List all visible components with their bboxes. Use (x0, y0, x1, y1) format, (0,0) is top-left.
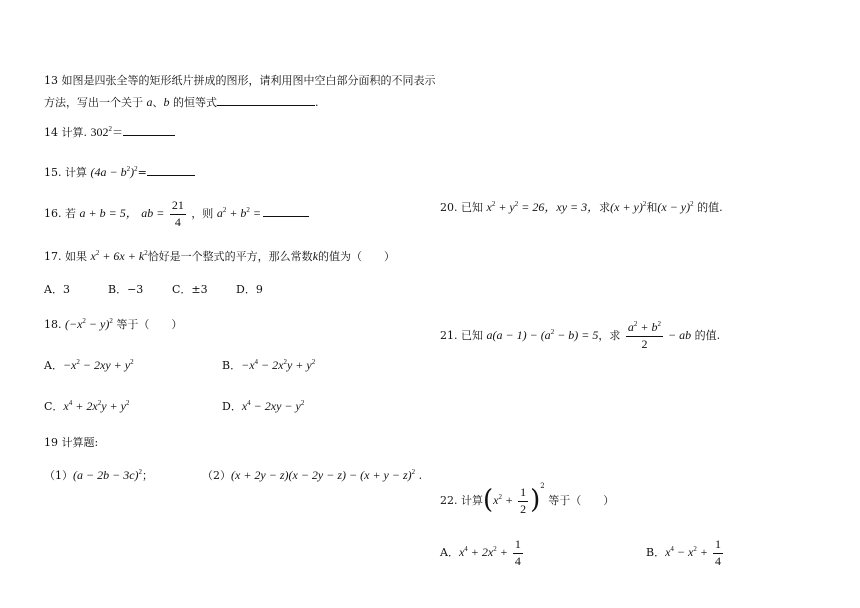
question-22-option-b[interactable]: B．$x^4 - x^2$ + $\frac{1}{4}$ (646, 537, 721, 568)
answer-blank[interactable] (123, 124, 175, 136)
question-18-option-d[interactable]: D．$x^4 - 2xy - y^2$ (222, 399, 305, 413)
question-16: 16. 若 a + b = 5， ab = $\frac{21}{4}$ ，则 $a^2 + b^2$ = (44, 198, 309, 230)
question-18: 18. $(-x^2 - y)^2$ 等于（ ） (44, 317, 183, 331)
question-15: 15. 计算 $(4a - b^2)^2=$ (44, 164, 195, 181)
question-17-options (44, 283, 263, 297)
question-19-part-1: $(1)(a - 2b - 3c)^2$； (44, 468, 154, 482)
fraction-21-4: $\frac{21}{4}$ (171, 198, 184, 229)
question-18-option-a[interactable]: A．$-x^2 - 2xy + y^2$ (44, 358, 134, 372)
question-19: 19 计算题: (44, 436, 99, 449)
question-18-option-c[interactable]: C．$x^4 + 2x^2y + y^2$ (44, 399, 130, 413)
question-13-line1: 13 如图是四张全等的矩形纸片拼成的图形，请利用图中空白部分面积的不同表示 (44, 74, 436, 87)
option-d[interactable]: D．9 (236, 283, 263, 296)
answer-blank[interactable] (263, 205, 309, 217)
question-22: 22. 计算($x^2$ + $\frac{1}{2}$ )$^2$ 等于（ ） (440, 482, 615, 516)
question-13 (44, 74, 436, 111)
option-a[interactable]: A．3 (44, 283, 70, 296)
fraction-a2-b2-over-2: $\frac{a^2 + b^2}{2}$ (627, 320, 661, 351)
question-21: 21. 已知 $a(a - 1) - (a^2 - b) = 5$，求 $\frac{a^2 + b^2}{2}$ − ab 的值. (440, 320, 721, 351)
question-19-part-2: $(2)(x + 2y - z)(x - 2y - z) - (x + y - z)^2$ . (202, 468, 423, 482)
option-c[interactable]: C．±3 (172, 283, 208, 296)
question-13-line2: 方法，写出一个关于 a、b 的恒等式 . (44, 95, 319, 110)
question-17: 17. 如果 $x^2 + 6x + k^2$恰好是一个整式的平方，那么常数k的值为（ ） (44, 249, 396, 263)
answer-blank[interactable] (147, 164, 195, 176)
question-14: 14 计算. $302^2=$ (44, 124, 175, 141)
fraction-1-2: $\frac{1}{2}$ (520, 484, 527, 516)
question-22-option-a[interactable]: A．$x^4 + 2x^2$ + $\frac{1}{4}$ (440, 537, 521, 568)
answer-blank[interactable] (217, 94, 315, 106)
question-20: 20. 已知 $x^2 + y^2 = 26$，xy = 3，求$(x + y)^2$和$(x - y)^2$ 的值. (440, 200, 723, 214)
question-18-option-b[interactable]: B．$-x^4 - 2x^2y + y^2$ (222, 358, 316, 372)
option-b[interactable]: B．−3 (108, 283, 144, 296)
